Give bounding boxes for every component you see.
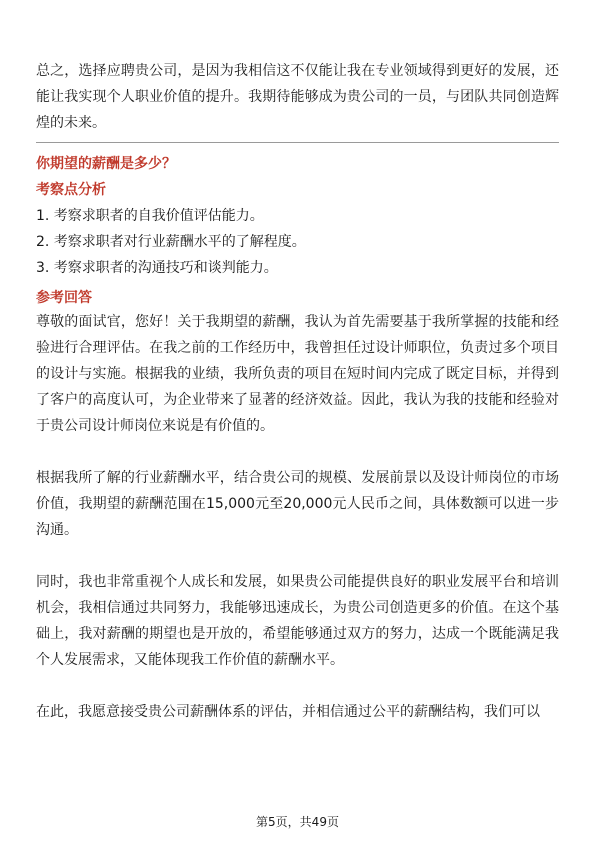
answer-paragraph: 根据我所了解的行业薪酬水平，结合贵公司的规模、发展前景以及设计师岗位的市场价值，我期望的薪酬范围在15,000元至20,000元人民币之间，具体数额可以进一步沟通。 [36, 470, 559, 538]
answer-heading: 参考回答 [36, 290, 92, 306]
document-page [36, 58, 559, 725]
paragraph-spacer [36, 543, 559, 569]
analysis-heading: 考察点分析 [36, 182, 106, 198]
answer-paragraph: 同时，我也非常重视个人成长和发展，如果贵公司能提供良好的职业发展平台和培训机会，我相信通过共同努力，我能够迅速成长，为贵公司创造更多的价值。在这个基础上，我对薪酬的期望也是开放的，希望能够通过双方的努力，达成一个既能满足我个人发展需求，又能体现我工作价值的薪酬水平。 [36, 574, 559, 668]
analysis-point: 2. 考察求职者对行业薪酬水平的了解程度。 [36, 234, 306, 250]
page-number-footer: 第5页，共49页 [256, 815, 339, 829]
paragraph-spacer [36, 439, 559, 465]
answer-section [36, 287, 559, 725]
intro-paragraph: 总之，选择应聘贵公司，是因为我相信这不仅能让我在专业领域得到更好的发展，还能让我实现个人职业价值的提升。我期待能够成为贵公司的一员，与团队共同创造辉煌的未来。 [36, 63, 559, 131]
paragraph-spacer [36, 673, 559, 699]
analysis-point: 1. 考察求职者的自我价值评估能力。 [36, 208, 264, 224]
answer-paragraph: 尊敬的面试官，您好！关于我期望的薪酬，我认为首先需要基于我所掌握的技能和经验进行合理评估。在我之前的工作经历中，我曾担任过设计师职位，负责过多个项目的设计与实施。根据我的业绩，我所负责的项目在短时间内完成了既定目标，并得到了客户的高度认可，为企业带来了显著的经济效益。因此，我认为我的技能和经验对于贵公司设计师岗位来说是有价值的。 [36, 314, 559, 434]
analysis-list [36, 203, 559, 281]
answer-paragraph: 在此，我愿意接受贵公司薪酬体系的评估，并相信通过公平的薪酬结构，我们可以 [36, 704, 540, 720]
question-title: 你期望的薪酬是多少？ [36, 156, 176, 172]
section-divider [36, 142, 559, 143]
analysis-point: 3. 考察求职者的沟通技巧和谈判能力。 [36, 260, 278, 276]
